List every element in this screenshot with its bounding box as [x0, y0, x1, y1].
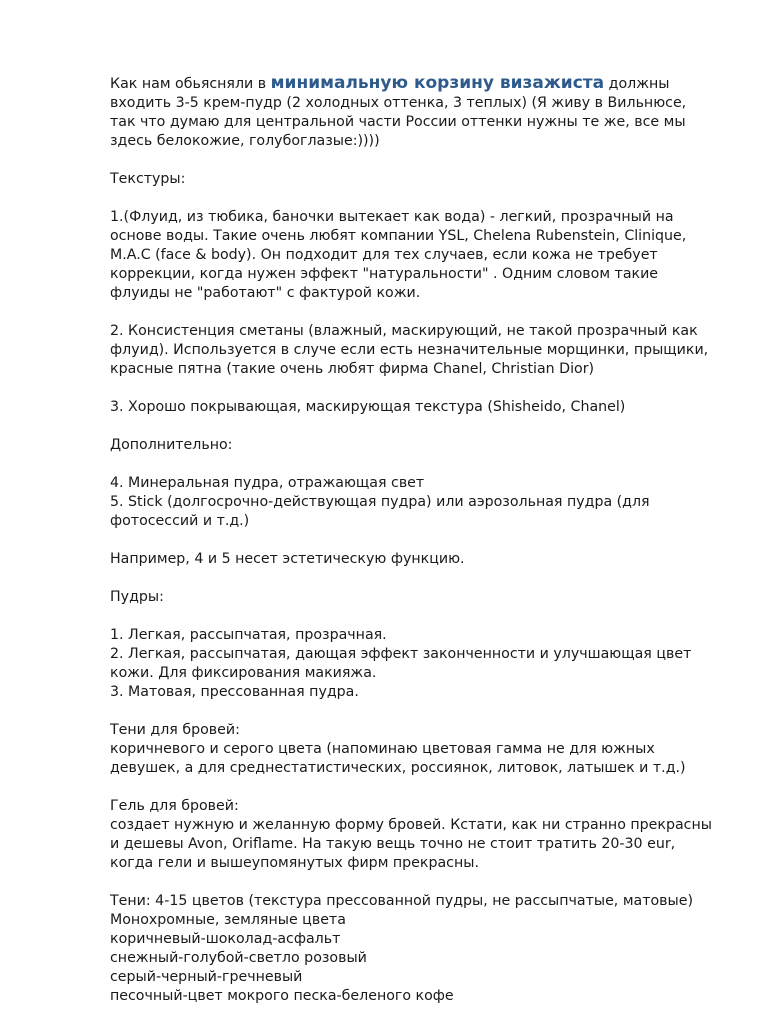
- text-line: девушек, а для среднестатистических, россиянок, литовок, латышек и т.д.): [110, 760, 686, 776]
- document-page: [110, 74, 730, 1025]
- eyeshadows-section: [110, 892, 730, 1006]
- text-line: и дешевы Avon, Oriflame. На такую вещь точно не стоит тратить 20-30 eur,: [110, 836, 676, 852]
- text-line: 2. Консистенция сметаны (влажный, маскирующий, не такой прозрачный как: [110, 323, 698, 339]
- intro-line: так что думаю для центральной части России оттенки нужны те же, все мы: [110, 114, 686, 130]
- text-line: M.A.C (face & body). Он подходит для тех случаев, если кожа не требует: [110, 247, 658, 263]
- texture-item-2: [110, 322, 730, 379]
- additional-note: [110, 550, 730, 569]
- brow-gel-section: [110, 797, 730, 873]
- text-line: Например, 4 и 5 несет эстетическую функцию.: [110, 551, 465, 567]
- text-line: кожи. Для фиксирования макияжа.: [110, 665, 377, 681]
- intro-line-0: [110, 74, 730, 94]
- texture-item-1: [110, 208, 730, 303]
- additional-heading: [110, 436, 730, 455]
- text-line: красные пятна (такие очень любят фирма Chanel, Christian Dior): [110, 361, 595, 377]
- text-line: 5. Stick (долгосрочно-действующая пудра) или аэрозольная пудра (для: [110, 494, 650, 510]
- basket-link[interactable]: минимальную корзину визажиста: [270, 73, 605, 93]
- text-line: основе воды. Такие очень любят компании YSL, Chelena Rubenstein, Clinique,: [110, 228, 687, 244]
- intro-line: здесь белокожие, голубоглазые:)))): [110, 133, 380, 149]
- intro-text-before: Как нам обьясняли в: [110, 76, 271, 92]
- text-line: создает нужную и желанную форму бровей. Кстати, как ни странно прекрасны: [110, 817, 712, 833]
- texture-item-3: [110, 398, 730, 417]
- powders-list: [110, 626, 730, 702]
- text-line: коричневого и серого цвета (напоминаю цветовая гамма не для южных: [110, 741, 655, 757]
- text-line: когда гели и вышеупомянутых фирм прекрасны.: [110, 855, 479, 871]
- textures-heading-text: Текстуры:: [110, 171, 186, 187]
- text-line: 2. Легкая, рассыпчатая, дающая эффект законченности и улучшающая цвет: [110, 646, 692, 662]
- text-line: Монохромные, земляные цвета: [110, 912, 346, 928]
- intro-text-after: должны: [604, 76, 670, 92]
- text-line: коричневый-шоколад-асфальт: [110, 931, 341, 947]
- intro-paragraph: [110, 74, 730, 151]
- text-line: 3. Матовая, прессованная пудра.: [110, 684, 359, 700]
- powders-heading-text: Пудры:: [110, 589, 164, 605]
- text-line: 3. Хорошо покрывающая, маскирующая текстура (Shisheido, Chanel): [110, 399, 626, 415]
- additional-list: [110, 474, 730, 531]
- brow-gel-heading: Гель для бровей:: [110, 798, 239, 814]
- additional-heading-text: Дополнительно:: [110, 437, 233, 453]
- text-line: снежный-голубой-светло розовый: [110, 950, 367, 966]
- text-line: серый-черный-гречневый: [110, 969, 303, 985]
- brow-shadows-heading: Тени для бровей:: [110, 722, 240, 738]
- text-line: 1.(Флуид, из тюбика, баночки вытекает как вода) - легкий, прозрачный на: [110, 209, 674, 225]
- text-line: 4. Минеральная пудра, отражающая свет: [110, 475, 425, 491]
- intro-line: входить 3-5 крем-пудр (2 холодных оттенка, 3 теплых) (Я живу в Вильнюсе,: [110, 95, 687, 111]
- powders-heading: [110, 588, 730, 607]
- text-line: фотосессий и т.д.): [110, 513, 250, 529]
- textures-heading: [110, 170, 730, 189]
- text-line: песочный-цвет мокрого песка-беленого кофе: [110, 988, 454, 1004]
- text-line: флуид). Используется в случе если есть незначительные морщинки, прыщики,: [110, 342, 709, 358]
- text-line: коррекции, когда нужен эффект "натуральности" . Одним словом такие: [110, 266, 659, 282]
- text-line: флуиды не "работают" с фактурой кожи.: [110, 285, 421, 301]
- brow-shadows-section: [110, 721, 730, 778]
- eyeshadows-heading: Тени: 4-15 цветов (текстура прессованной пудры, не рассыпчатые, матовые): [110, 893, 693, 909]
- text-line: 1. Легкая, рассыпчатая, прозрачная.: [110, 627, 387, 643]
